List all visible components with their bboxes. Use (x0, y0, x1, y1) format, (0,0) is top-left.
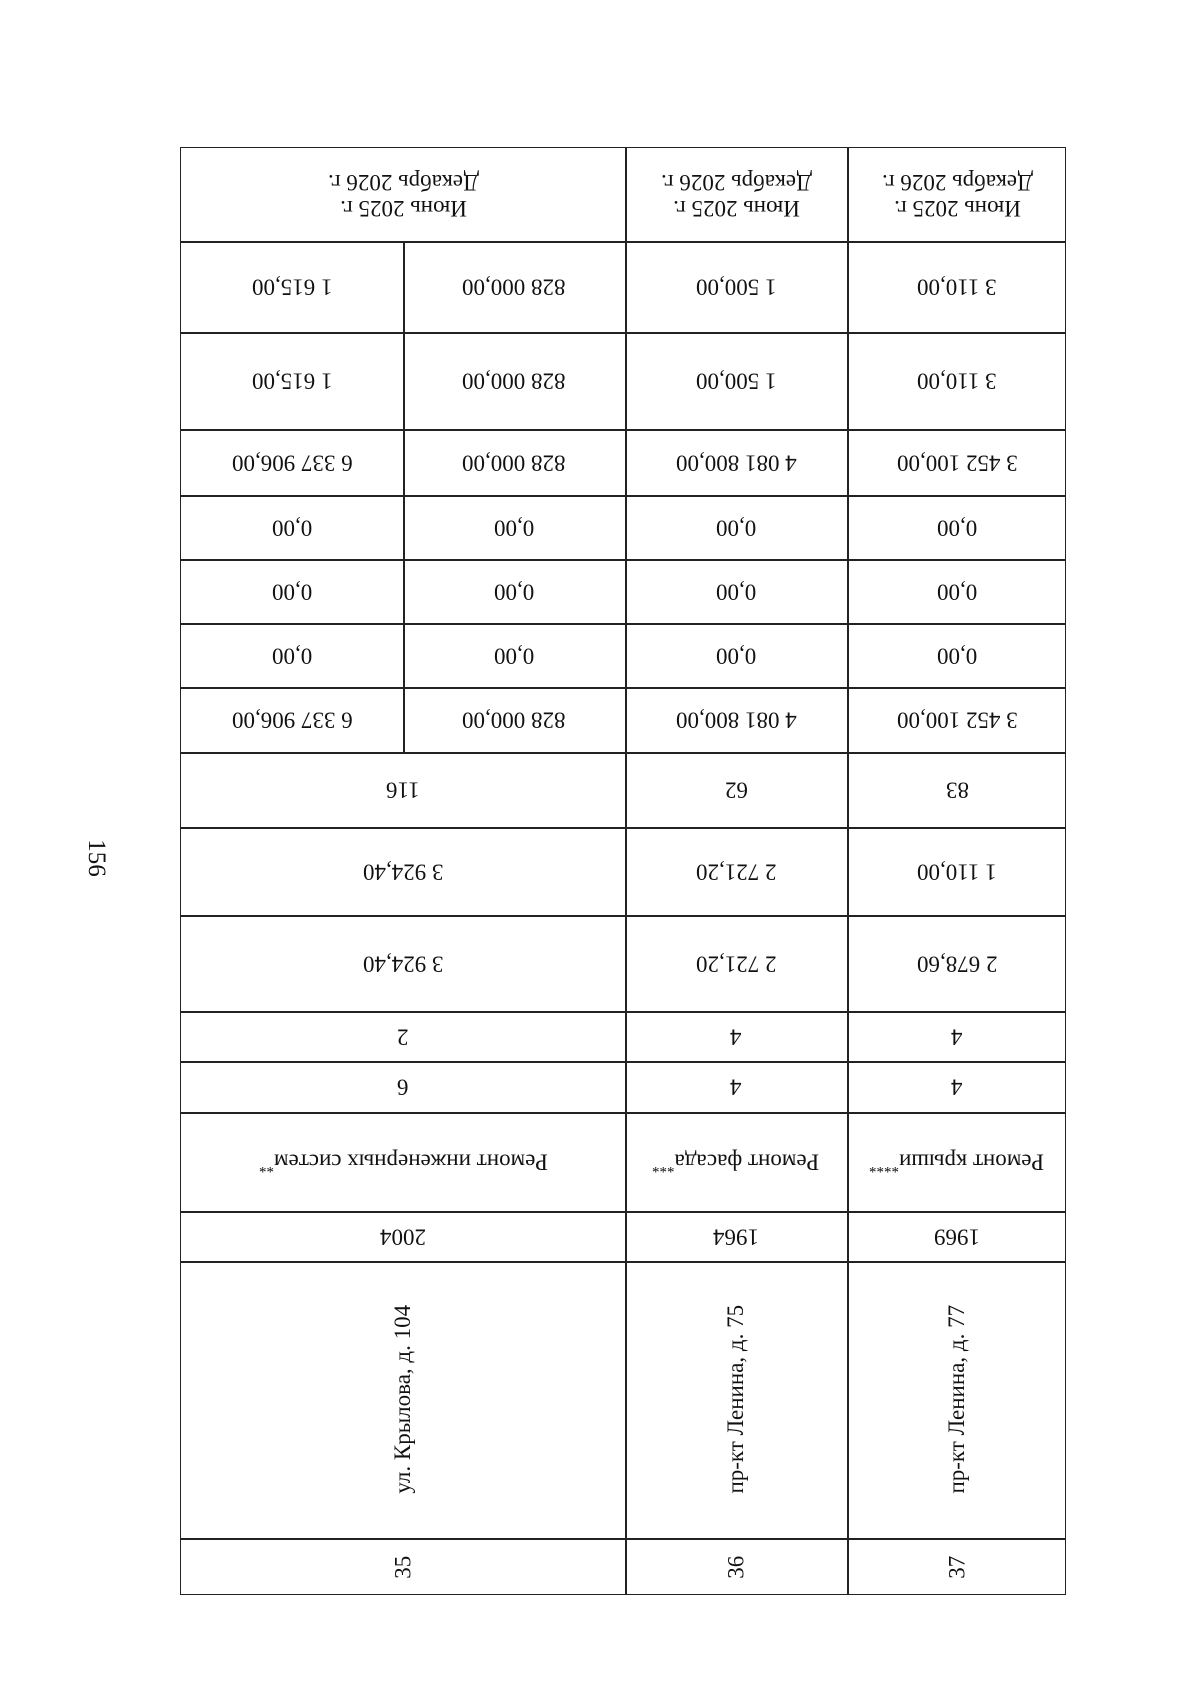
period-cell: Июнь 2025 г. Декабрь 2026 г. (327, 169, 479, 221)
work-type-cell: Ремонт фасада*** (652, 1149, 820, 1176)
zero-cell: 0,00 (493, 515, 535, 541)
zero-cell: 0,00 (936, 515, 978, 541)
cost-cell-a: 828 000,00 (462, 368, 566, 394)
floors-cell: 4 (951, 1074, 963, 1100)
zero-cell: 0,00 (715, 643, 757, 669)
zero-cell: 0,00 (493, 643, 535, 669)
zero-cell: 0,00 (493, 579, 535, 605)
repair-table (180, 147, 1066, 1595)
zero-cell: 0,00 (271, 643, 313, 669)
area-cell: 3 924,40 (362, 859, 444, 885)
entrances-cell: 4 (951, 1024, 963, 1050)
address-cell: пр-кт Ленина, д. 75 (722, 1305, 748, 1494)
page-number: 156 (83, 839, 110, 877)
row-number-cell: 37 (943, 1555, 969, 1579)
cost-cell: 1 500,00 (695, 368, 777, 394)
entrances-cell: 4 (730, 1024, 742, 1050)
year-cell: 1964 (713, 1224, 759, 1250)
count-cell: 116 (386, 777, 420, 803)
zero-cell: 0,00 (271, 579, 313, 605)
zero-cell: 0,00 (715, 579, 757, 605)
sum-cell: 4 081 800,00 (675, 450, 797, 476)
area-cell: 2 721,20 (695, 859, 777, 885)
zero-cell: 0,00 (271, 515, 313, 541)
row-number-cell: 35 (389, 1555, 415, 1579)
area-total-cell: 3 924,40 (362, 951, 444, 977)
period-cell: Июнь 2025 г. Декабрь 2026 г. (660, 169, 812, 221)
row-number-cell: 36 (722, 1555, 748, 1579)
cost-cell-b: 1 615,00 (251, 368, 333, 394)
work-type-cell: Ремонт крыши**** (869, 1149, 1045, 1176)
area-cell: 1 110,00 (917, 859, 997, 885)
count-cell: 62 (724, 777, 748, 803)
count-cell: 83 (945, 777, 969, 803)
limit-cell-a: 828 000,00 (462, 274, 566, 300)
zero-cell: 0,00 (936, 643, 978, 669)
year-cell: 2004 (380, 1224, 426, 1250)
area-total-cell: 2 721,20 (695, 951, 777, 977)
zero-cell: 0,00 (715, 515, 757, 541)
floors-cell: 4 (730, 1074, 742, 1100)
entrances-cell: 2 (397, 1024, 409, 1050)
address-cell: ул. Крылова, д. 104 (389, 1305, 415, 1494)
total-cell: 3 452 100,00 (896, 707, 1018, 733)
work-type-cell: Ремонт инженерных систем** (258, 1149, 548, 1176)
limit-cell-b: 1 615,00 (251, 274, 333, 300)
floors-cell: 6 (397, 1074, 409, 1100)
total-cell-a: 828 000,00 (462, 707, 566, 733)
address-cell: пр-кт Ленина, д. 77 (943, 1305, 969, 1494)
sum-cell-a: 828 000,00 (462, 450, 566, 476)
period-cell: Июнь 2025 г. Декабрь 2026 г. (881, 169, 1033, 221)
total-cell: 4 081 800,00 (675, 707, 797, 733)
sum-cell: 3 452 100,00 (896, 450, 1018, 476)
area-total-cell: 2 678,60 (916, 951, 998, 977)
limit-cell: 3 110,00 (917, 274, 997, 300)
year-cell: 1969 (934, 1224, 980, 1250)
cost-cell: 3 110,00 (917, 368, 997, 394)
zero-cell: 0,00 (936, 579, 978, 605)
limit-cell: 1 500,00 (695, 274, 777, 300)
sum-cell-b: 6 337 906,00 (231, 450, 353, 476)
total-cell-b: 6 337 906,00 (231, 707, 353, 733)
